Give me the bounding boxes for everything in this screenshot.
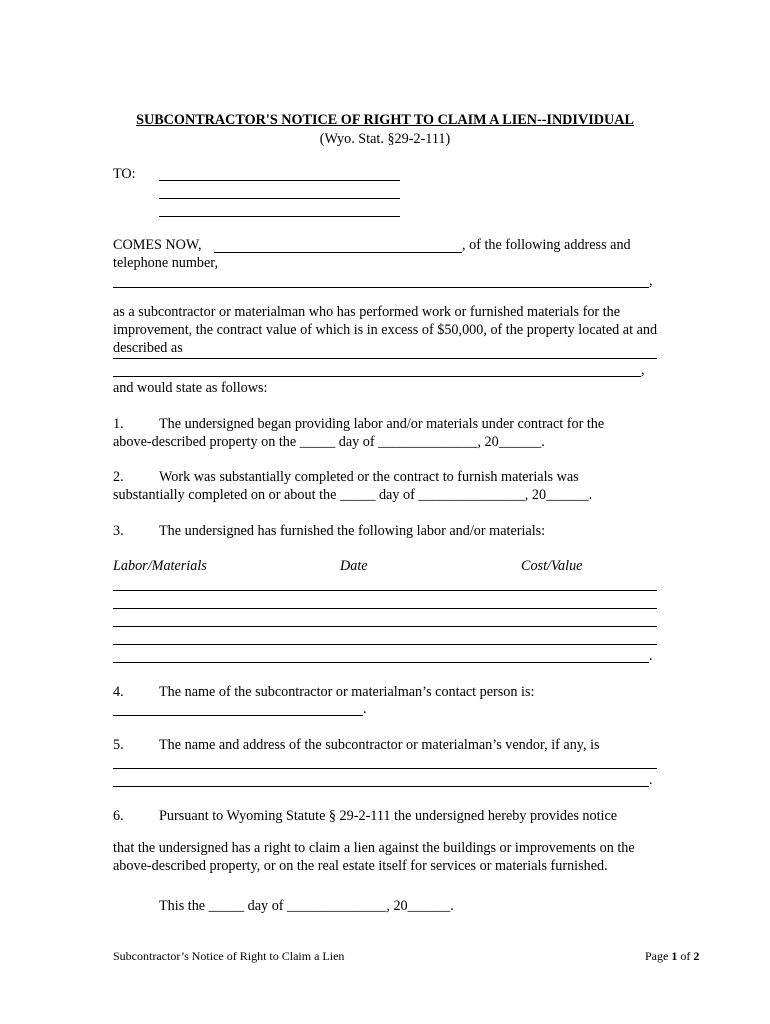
address-comma: , xyxy=(649,273,653,289)
page-total: 2 xyxy=(693,949,700,963)
item-3-number: 3. xyxy=(113,523,124,539)
item-1-line-1: The undersigned began providing labor and/or materials under contract for the xyxy=(159,416,605,432)
header-labor-materials: Labor/Materials xyxy=(113,558,207,574)
item-4-number: 4. xyxy=(113,684,124,700)
name-line[interactable] xyxy=(214,252,462,253)
contact-person-line[interactable] xyxy=(113,715,363,716)
document-title: SUBCONTRACTOR'S NOTICE OF RIGHT TO CLAIM A LIEN--INDIVIDUAL xyxy=(136,112,634,128)
comes-now-label: COMES NOW, xyxy=(113,237,202,253)
page-number xyxy=(645,948,699,965)
telephone-label: telephone number, xyxy=(113,255,219,271)
item-6-number: 6. xyxy=(113,808,124,824)
vendor-period: . xyxy=(649,772,653,788)
to-label: TO: xyxy=(113,166,136,182)
header-cost-value: Cost/Value xyxy=(521,558,583,574)
materials-line-4[interactable] xyxy=(113,644,657,645)
this-the-date: This the _____ day of ______________, 20______. xyxy=(159,898,454,914)
page-label: Page xyxy=(645,949,669,963)
materials-line-1[interactable] xyxy=(113,590,657,591)
item-6-rest: that the undersigned has a right to claim a lien against the buildings or improvements on the above-described property, or on the real estate itself for services or materials furnished. xyxy=(113,840,635,874)
materials-line-5[interactable] xyxy=(113,662,649,663)
materials-line-2[interactable] xyxy=(113,608,657,609)
address-line[interactable] xyxy=(113,287,649,288)
item-3-line-1: The undersigned has furnished the following labor and/or materials: xyxy=(159,523,546,539)
property-line-1[interactable] xyxy=(113,358,657,359)
vendor-line-2[interactable] xyxy=(113,786,649,787)
footer-title: Subcontractor’s Notice of Right to Claim a Lien xyxy=(113,949,345,963)
to-line-1[interactable] xyxy=(159,180,400,181)
item-6-line-1: Pursuant to Wyoming Statute § 29-2-111 the undersigned hereby provides notice xyxy=(159,808,618,824)
materials-period: . xyxy=(649,648,653,664)
page-of: of xyxy=(680,949,691,963)
item-2-line-1: Work was substantially completed or the contract to furnish materials was xyxy=(159,469,579,485)
to-line-2[interactable] xyxy=(159,198,400,199)
item-2-number: 2. xyxy=(113,469,124,485)
property-line-2[interactable] xyxy=(113,376,641,377)
document-subtitle: (Wyo. Stat. §29-2-111) xyxy=(319,131,451,147)
item-5-number: 5. xyxy=(113,737,124,753)
item-1-number: 1. xyxy=(113,416,124,432)
vendor-line-1[interactable] xyxy=(113,768,657,769)
materials-line-3[interactable] xyxy=(113,626,657,627)
item-2-line-2: substantially completed on or about the _____ day of _______________, 20______. xyxy=(113,487,593,503)
item-4-line-1: The name of the subcontractor or materialman’s contact person is: xyxy=(159,684,535,700)
contact-person-period: . xyxy=(363,701,367,717)
comes-now-suffix: , of the following address and xyxy=(462,237,631,253)
item-5-line-1: The name and address of the subcontractor or materialman’s vendor, if any, is xyxy=(159,737,600,753)
property-comma: , xyxy=(641,362,645,378)
subcontractor-paragraph: as a subcontractor or materialman who has performed work or furnished materials for the improvement, the contract value of which is in excess of $50,000, of the property located at and described as xyxy=(113,304,658,356)
to-line-3[interactable] xyxy=(159,216,400,217)
header-date: Date xyxy=(340,558,368,574)
would-state-label: and would state as follows: xyxy=(113,380,268,396)
item-1-line-2: above-described property on the _____ day of ______________, 20______. xyxy=(113,434,545,450)
page-current: 1 xyxy=(671,949,678,963)
